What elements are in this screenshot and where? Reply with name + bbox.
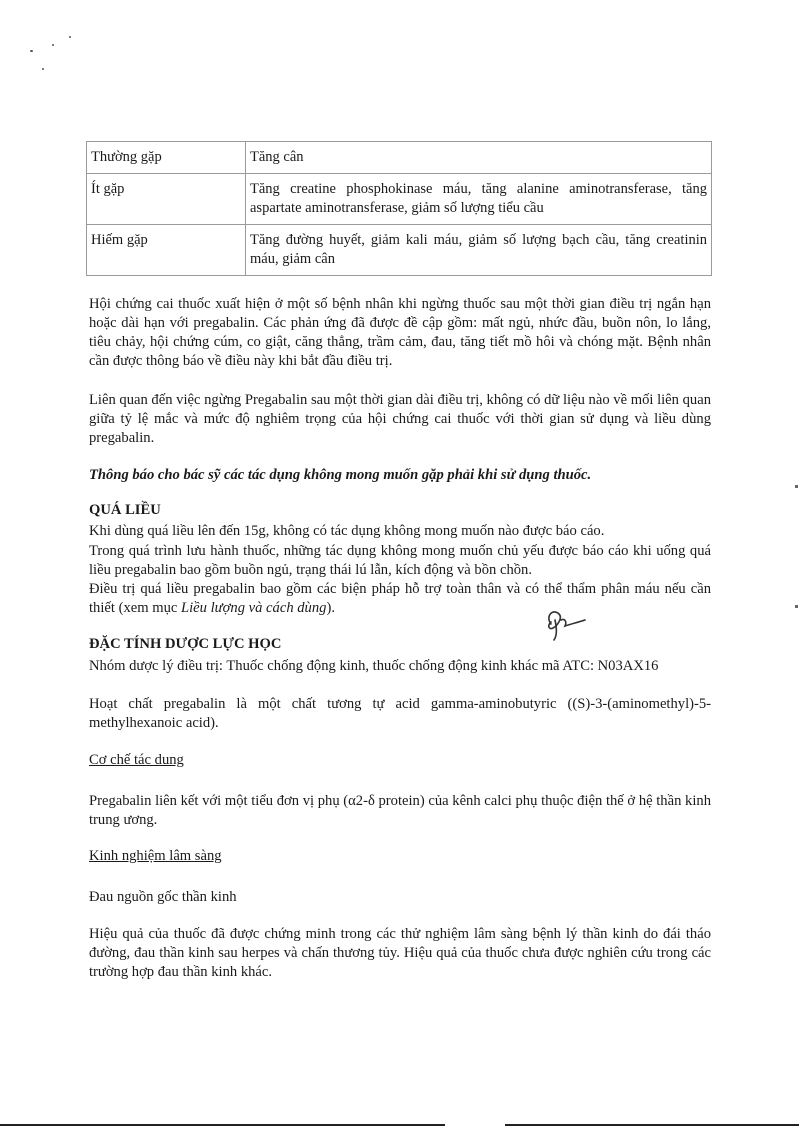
mechanism-text: Pregabalin liên kết với một tiểu đơn vị phụ (α2-δ protein) của kênh calci phụ thuộc điện thế ở hệ thần kinh trung ương. xyxy=(89,793,711,828)
pharmacology-group: Nhóm dược lý điều trị: Thuốc chống động kinh, thuốc chống động kinh khác mã ATC: N03AX16 xyxy=(89,658,659,674)
scan-speck xyxy=(795,485,798,488)
effects-cell: Tăng đường huyết, giảm kali máu, giảm số lượng bạch cầu, tăng creatinin máu, giảm cân xyxy=(246,225,712,276)
bottom-edge-line xyxy=(505,1124,799,1126)
frequency-cell: Thường gặp xyxy=(87,142,246,174)
table-row xyxy=(87,225,712,276)
neuropathic-text: Hiệu quả của thuốc đã được chứng minh trong các thử nghiệm lâm sàng bệnh lý thần kinh do đái tháo đường, đau thần kinh sau herpes và chấn thương tủy. Hiệu quả của thuốc chưa được nghiên cứu trong các trường hợp đau thần kinh khác. xyxy=(89,926,711,980)
overdose-line-1: Khi dùng quá liều lên đến 15g, không có tác dụng không mong muốn nào được báo cáo. xyxy=(89,523,605,539)
signature-mark xyxy=(537,606,587,642)
table-row xyxy=(87,142,712,174)
long-term-paragraph: Liên quan đến việc ngừng Pregabalin sau một thời gian dài điều trị, không có dữ liệu nào về mối liên quan giữa tỷ lệ mắc và mức độ nghiêm trọng của hội chứng cai thuốc với thời gian sử dụng và liều dùng pregabalin. xyxy=(89,392,711,446)
table-row xyxy=(87,174,712,225)
overdose-line-3 xyxy=(89,580,711,618)
frequency-cell: Hiếm gặp xyxy=(87,225,246,276)
neuropathic-title: Đau nguồn gốc thần kinh xyxy=(89,889,237,905)
pharmacodynamics-heading: ĐẶC TÍNH DƯỢC LỰC HỌC xyxy=(89,636,282,652)
effects-cell: Tăng creatine phosphokinase máu, tăng alanine aminotransferase, tăng aspartate aminotransferase, giảm số lượng tiểu cầu xyxy=(246,174,712,225)
notice-paragraph: Thông báo cho bác sỹ các tác dụng không mong muốn gặp phải khi sử dụng thuốc. xyxy=(89,467,592,483)
withdrawal-paragraph: Hội chứng cai thuốc xuất hiện ở một số bệnh nhân khi ngừng thuốc sau một thời gian điều trị ngắn hạn hoặc dài hạn với pregabalin. Các phản ứng đã được đề cập gồm: mất ngủ, nhức đầu, buồn nôn, lo lắng, tiêu chảy, hội chứng cúm, co giật, căng thẳng, trầm cảm, đau, tăng tiết mồ hôi và chóng mặt. Bệnh nhân cần được thông báo về điều này khi bắt đầu điều trị. xyxy=(89,296,711,369)
scan-speck xyxy=(30,50,33,52)
scan-speck xyxy=(795,605,798,608)
bottom-edge-line xyxy=(0,1124,445,1126)
adverse-effects-table xyxy=(86,141,712,276)
overdose-line-2: Trong quá trình lưu hành thuốc, những tác dụng không mong muốn chủ yếu được báo cáo khi uống quá liều pregabalin bao gồm buồn ngủ, trạng thái lú lẫn, kích động và bồn chồn. xyxy=(89,543,711,578)
frequency-cell: Ít gặp xyxy=(87,174,246,225)
active-ingredient: Hoạt chất pregabalin là một chất tương tự acid gamma-aminobutyric ((S)-3-(aminomethyl)-5-methylhexanoic acid). xyxy=(89,696,711,731)
overdose-heading: QUÁ LIỀU xyxy=(89,502,161,518)
dosage-reference: Liều lượng và cách dùng xyxy=(181,600,327,616)
clinical-heading: Kinh nghiệm lâm sàng xyxy=(89,848,222,864)
scan-speck xyxy=(69,36,71,38)
mechanism-heading: Cơ chế tác dung xyxy=(89,752,184,768)
effects-cell: Tăng cân xyxy=(246,142,712,174)
scan-speck xyxy=(52,44,54,46)
overdose-line-3-suffix: ). xyxy=(326,600,335,616)
overdose-line-3-prefix: Điều trị quá liều pregabalin bao gồm các biện pháp hỗ trợ toàn thân và có thể thẩm phân máu nếu cần thiết (xem mục xyxy=(89,581,711,616)
scan-speck xyxy=(42,68,44,70)
